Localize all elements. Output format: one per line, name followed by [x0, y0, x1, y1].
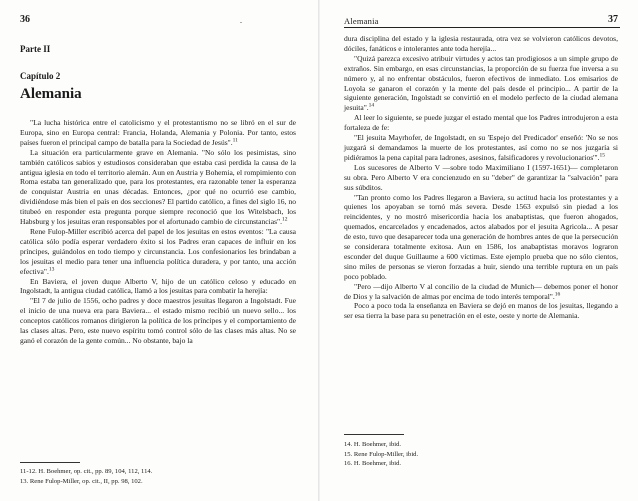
- footnote: 11-12. H. Boehmer, op. cit., pp. 89, 104, 112, 114.: [20, 468, 153, 475]
- paragraph: "La lucha histórica entre el catolicismo y el protestantismo no se libró en el sur de Europa, sino en Europa central: Francia, Holanda, Alemania y Polonia. Por tanto, estos países fueron el principal campo de batalla para la Sociedad de Jesús".$^{11}$: [20, 118, 296, 147]
- footnote-divider: [344, 434, 404, 435]
- footnote-ref: 15: [599, 152, 605, 159]
- footnote-ref: 16: [554, 291, 561, 298]
- footnote: 14. H. Boehmer, ibid.: [344, 441, 402, 448]
- part-heading: Parte II: [20, 44, 51, 54]
- left-page: [0, 0, 318, 501]
- print-mark: .: [240, 16, 242, 25]
- footnote: 16. H. Boehmer, ibid.: [344, 460, 402, 467]
- paragraph: Poco a poco toda la enseñanza en Baviera se dejó en manos de los jesuitas, llegando a ser esa tierra la base para su penetración en el este, oeste y norte de Alemania.: [344, 301, 618, 321]
- page-number: 36: [20, 14, 30, 25]
- header-rule: [344, 27, 620, 28]
- paragraph: "Tan pronto como los Padres llegaron a Baviera, su actitud hacia los protestantes y a quienes los apoyaban se tornó más severa. Desde 1563 expulsó sin piedad a los reincidentes, y no mostró misericordia hacia los anabaptistas, que fueron ahogados, quemados, encarcelados y encadenados, actos alabados por el jesuita Agricola... A pesar de esto, tuvo que desaparecer toda una generación de hombres antes de que la persecución se considerara totalmente exitosa. Aun en 1586, los anabaptistas moravos lograron esconder del duque Guillaume a 600 víctimas. Este ejemplo prueba que no sólo cientos, sino miles de personas se vieron forzadas a huir, siendo una terrible ruptura en un país poco poblado.: [344, 192, 618, 281]
- footnote-ref: 12: [281, 216, 288, 223]
- footnote: 15. Rene Fulop-Miller, ibid.: [344, 450, 419, 458]
- footnote-ref: 13: [48, 266, 55, 273]
- running-head: Alemania: [344, 16, 379, 26]
- footnote-divider: [20, 462, 80, 463]
- left-text-column: [20, 118, 296, 346]
- paragraph: En Baviera, el joven duque Alberto V, hijo de un católico celoso y educado en Ingolstadt, la antigua ciudad católica, llamó a los jesuitas para combatir la herejía:: [20, 276, 296, 296]
- footnotes: [20, 467, 296, 486]
- right-page: [320, 0, 638, 501]
- paragraph: dura disciplina del estado y la iglesia restaurada, otra vez se volvieron católicos devotos, dóciles, fanáticos e intolerantes ante toda herejía...: [344, 34, 618, 53]
- paragraph: Rene Fulop-Miller escribió acerca del papel de los jesuitas en estos eventos: "La causa católica sólo podía esperar verdadero éxito si los Padres eran capaces de influir en los príncipes, guiándolos en todo tiempo y circunstancia. Los confesionarios les brindaban a los jesuitas el medio para tener una influencia política duradera, y por tanto, una acción efectiva".$^{13}$: [20, 226, 296, 276]
- right-text-column: [344, 34, 618, 321]
- paragraph: La situación era particularmente grave en Alemania. "No sólo los pesimistas, sino también católicos sabios y estudiosos consideraban que estaba casi perdida la causa de la antigua iglesia en todo el territorio alemán. Aun en Austria y Bohemia, el rompimiento con Roma estaba tan generalizado que, para los protestantes, era razonable tener la esperanza de conquistar Austria en unas décadas. Entonces, ¿por qué no ocurrió ese cambio, dividiéndose más bien el país en dos secciones? El partido católico, a fines del siglo 16, no titubeó en responder esta pregunta porque siempre reconoció que los Witelsbach, los Habsburg y los jesuitas eran responsables por el afortunado cambio de circunstancias".$^{12}$: [20, 147, 296, 227]
- paragraph: Al leer lo siguiente, se puede juzgar el estado mental que los Padres introdujeron a esta fortaleza de fe:: [344, 113, 618, 133]
- chapter-title: Alemania: [20, 86, 82, 102]
- page-number: 37: [608, 14, 618, 25]
- paragraph: "El 7 de julio de 1556, ocho padres y doce maestros jesuitas llegaron a Ingolstadt. Fue el inicio de una nueva era para Baviera... el estado mismo recibió un nuevo sello... los conceptos católicos romanos dirigieron la política de los príncipes y el comportamiento de las clases altas. Pero, este nuevo espíritu tomó control sólo de las clases más altas. No se ganó el corazón de la gente común... No obstante, bajo la: [20, 296, 296, 345]
- footnotes: [344, 440, 618, 469]
- chapter-heading: Capítulo 2: [20, 71, 61, 81]
- paragraph: "Pero —dijo Alberto V al concilio de la ciudad de Munich— debemos poner el honor de Dios y la salvación de almas por encima de todo interés temporal".$^{16}$: [344, 281, 618, 301]
- paragraph: Los sucesores de Alberto V —sobre todo Maximiliano I (1597-1651)— completaron su obra. Pero Alberto V era concienzudo en su "deber" de garantizar la "salvación" para sus súbditos.: [344, 162, 618, 192]
- footnote: 13. Rene Fulop-Miller, op. cit., II, pp. 98, 102.: [20, 477, 143, 485]
- paragraph: "El jesuita Mayrhofer, de Ingolstadt, en su 'Espejo del Predicador' enseñó: 'No se nos juzgará si demandamos la muerte de los protestantes, así como no se nos juzgaría si pidiéramos la pena capital para ladrones, asesinos, falsificadores y revolucionarios'".$^{15}$: [344, 133, 618, 162]
- paragraph: "Quizá parezca excesivo atribuir virtudes y actos tan prodigiosos a un simple grupo de extraños. Sin embargo, en esas circunstancias, la proporción de su fuerza fue inversa a su número y, al no enfrentar obstáculos, fueron efectivos de inmediato. Los emisarios de Loyola se ganaron el corazón y la mente del país desde el principio... A partir de la siguiente generación, Ingolstadt se convirtió en el modelo perfecto de la ciudad alemana jesuita".$^{14}$: [344, 53, 618, 113]
- footnote-ref: 14: [368, 102, 375, 109]
- footnote-ref: 11: [232, 137, 238, 144]
